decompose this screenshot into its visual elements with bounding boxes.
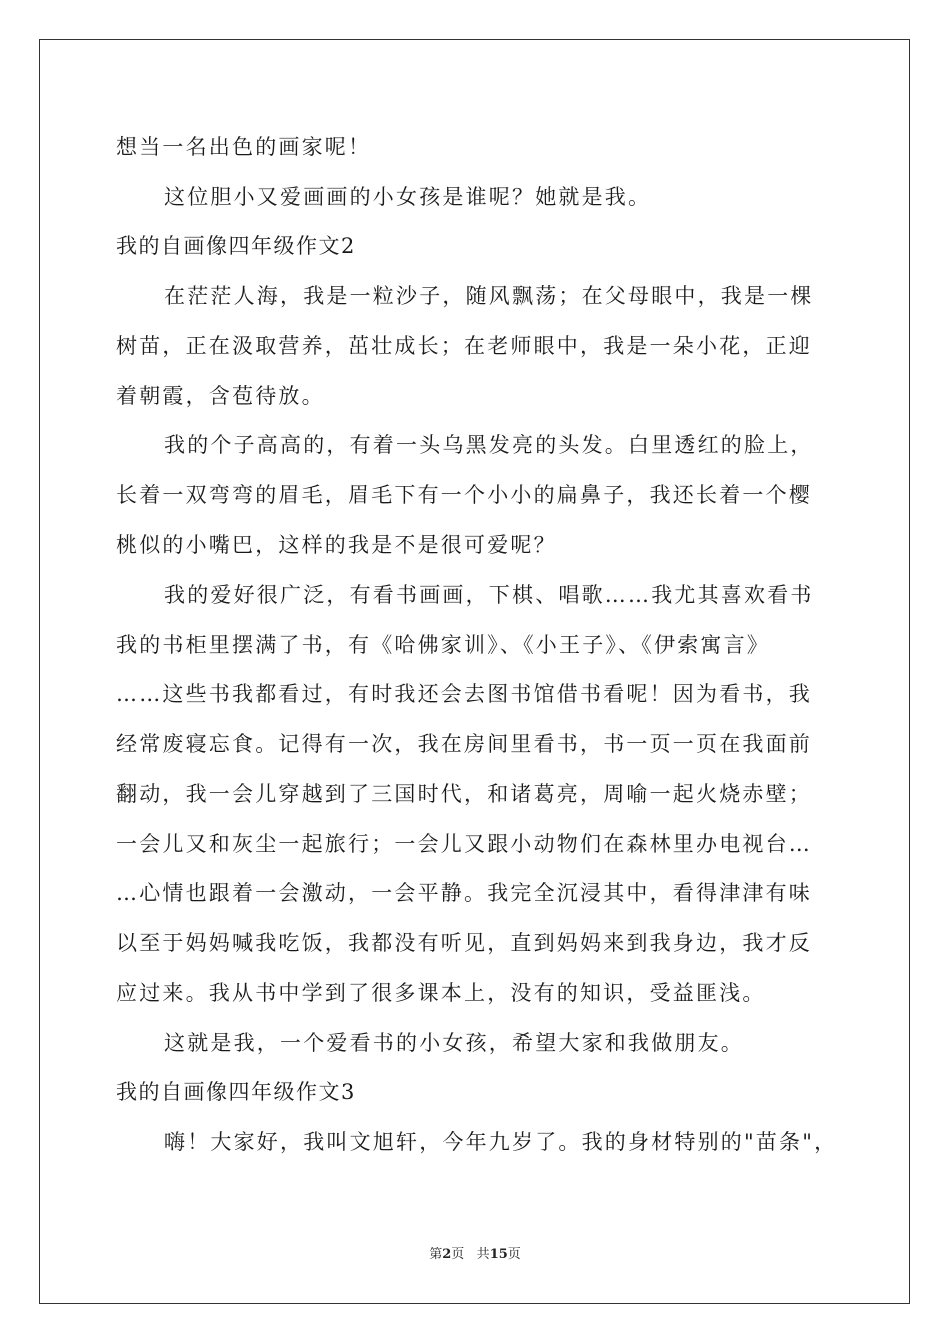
section-heading: 我的自画像四年级作文2 bbox=[116, 234, 356, 258]
paragraph-start: 在茫茫人海，我是一粒沙子，随风飘荡；在父母眼中，我是一棵 bbox=[164, 284, 814, 308]
text-line: 长着一双弯弯的眉毛，眉毛下有一个小小的扁鼻子，我还长着一个樱 bbox=[116, 483, 812, 507]
text-line: 应过来。我从书中学到了很多课本上，没有的知识，受益匪浅。 bbox=[116, 981, 766, 1005]
text-line: 一会儿又和灰尘一起旅行；一会儿又跟小动物们在森林里办电视台… bbox=[116, 832, 812, 856]
text-line: …心情也跟着一会激动，一会平静。我完全沉浸其中，看得津津有味 bbox=[116, 881, 812, 905]
paragraph-start: 这就是我，一个爱看书的小女孩，希望大家和我做朋友。 bbox=[164, 1031, 744, 1055]
text-line: 翻动，我一会儿穿越到了三国时代，和诸葛亮，周喻一起火烧赤壁； bbox=[116, 782, 812, 806]
footer-page-suffix: 页 bbox=[451, 1247, 465, 1262]
text-line: 经常废寝忘食。记得有一次，我在房间里看书，书一页一页在我面前 bbox=[116, 732, 812, 756]
paragraph-start: 我的爱好很广泛，有看书画画，下棋、唱歌……我尤其喜欢看书 bbox=[164, 583, 814, 607]
footer-total-suffix: 页 bbox=[507, 1247, 521, 1262]
page-footer bbox=[0, 1246, 950, 1264]
text-line: 着朝霞，含苞待放。 bbox=[116, 384, 325, 408]
text-line: 树苗，正在汲取营养，茁壮成长；在老师眼中，我是一朵小花，正迎 bbox=[116, 334, 812, 358]
text-line: 以至于妈妈喊我吃饭，我都没有听见，直到妈妈来到我身边，我才反 bbox=[116, 931, 812, 955]
text-line: 桃似的小嘴巴，这样的我是不是很可爱呢？ bbox=[116, 533, 557, 557]
text-line: 我的书柜里摆满了书，有《哈佛家训》、《小王子》、《伊索寓言》 bbox=[116, 633, 770, 657]
paragraph-start: 我的个子高高的，有着一头乌黑发亮的头发。白里透红的脸上， bbox=[164, 433, 814, 457]
paragraph-start: 这位胆小又爱画画的小女孩是谁呢？她就是我。 bbox=[164, 185, 652, 209]
footer-page-number: 2 bbox=[442, 1247, 452, 1262]
footer-prefix: 第 bbox=[429, 1247, 443, 1262]
section-heading: 我的自画像四年级作文3 bbox=[116, 1080, 356, 1104]
page-border bbox=[39, 39, 910, 1304]
footer-total-prefix: 共 bbox=[476, 1247, 490, 1262]
text-line: 想当一名出色的画家呢！ bbox=[116, 135, 372, 159]
footer-total-pages: 15 bbox=[489, 1247, 508, 1262]
text-line: ……这些书我都看过，有时我还会去图书馆借书看呢！因为看书，我 bbox=[116, 682, 812, 706]
paragraph-start: 嗨！大家好，我叫文旭轩，今年九岁了。我的身材特别的"苗条"， bbox=[164, 1130, 838, 1154]
